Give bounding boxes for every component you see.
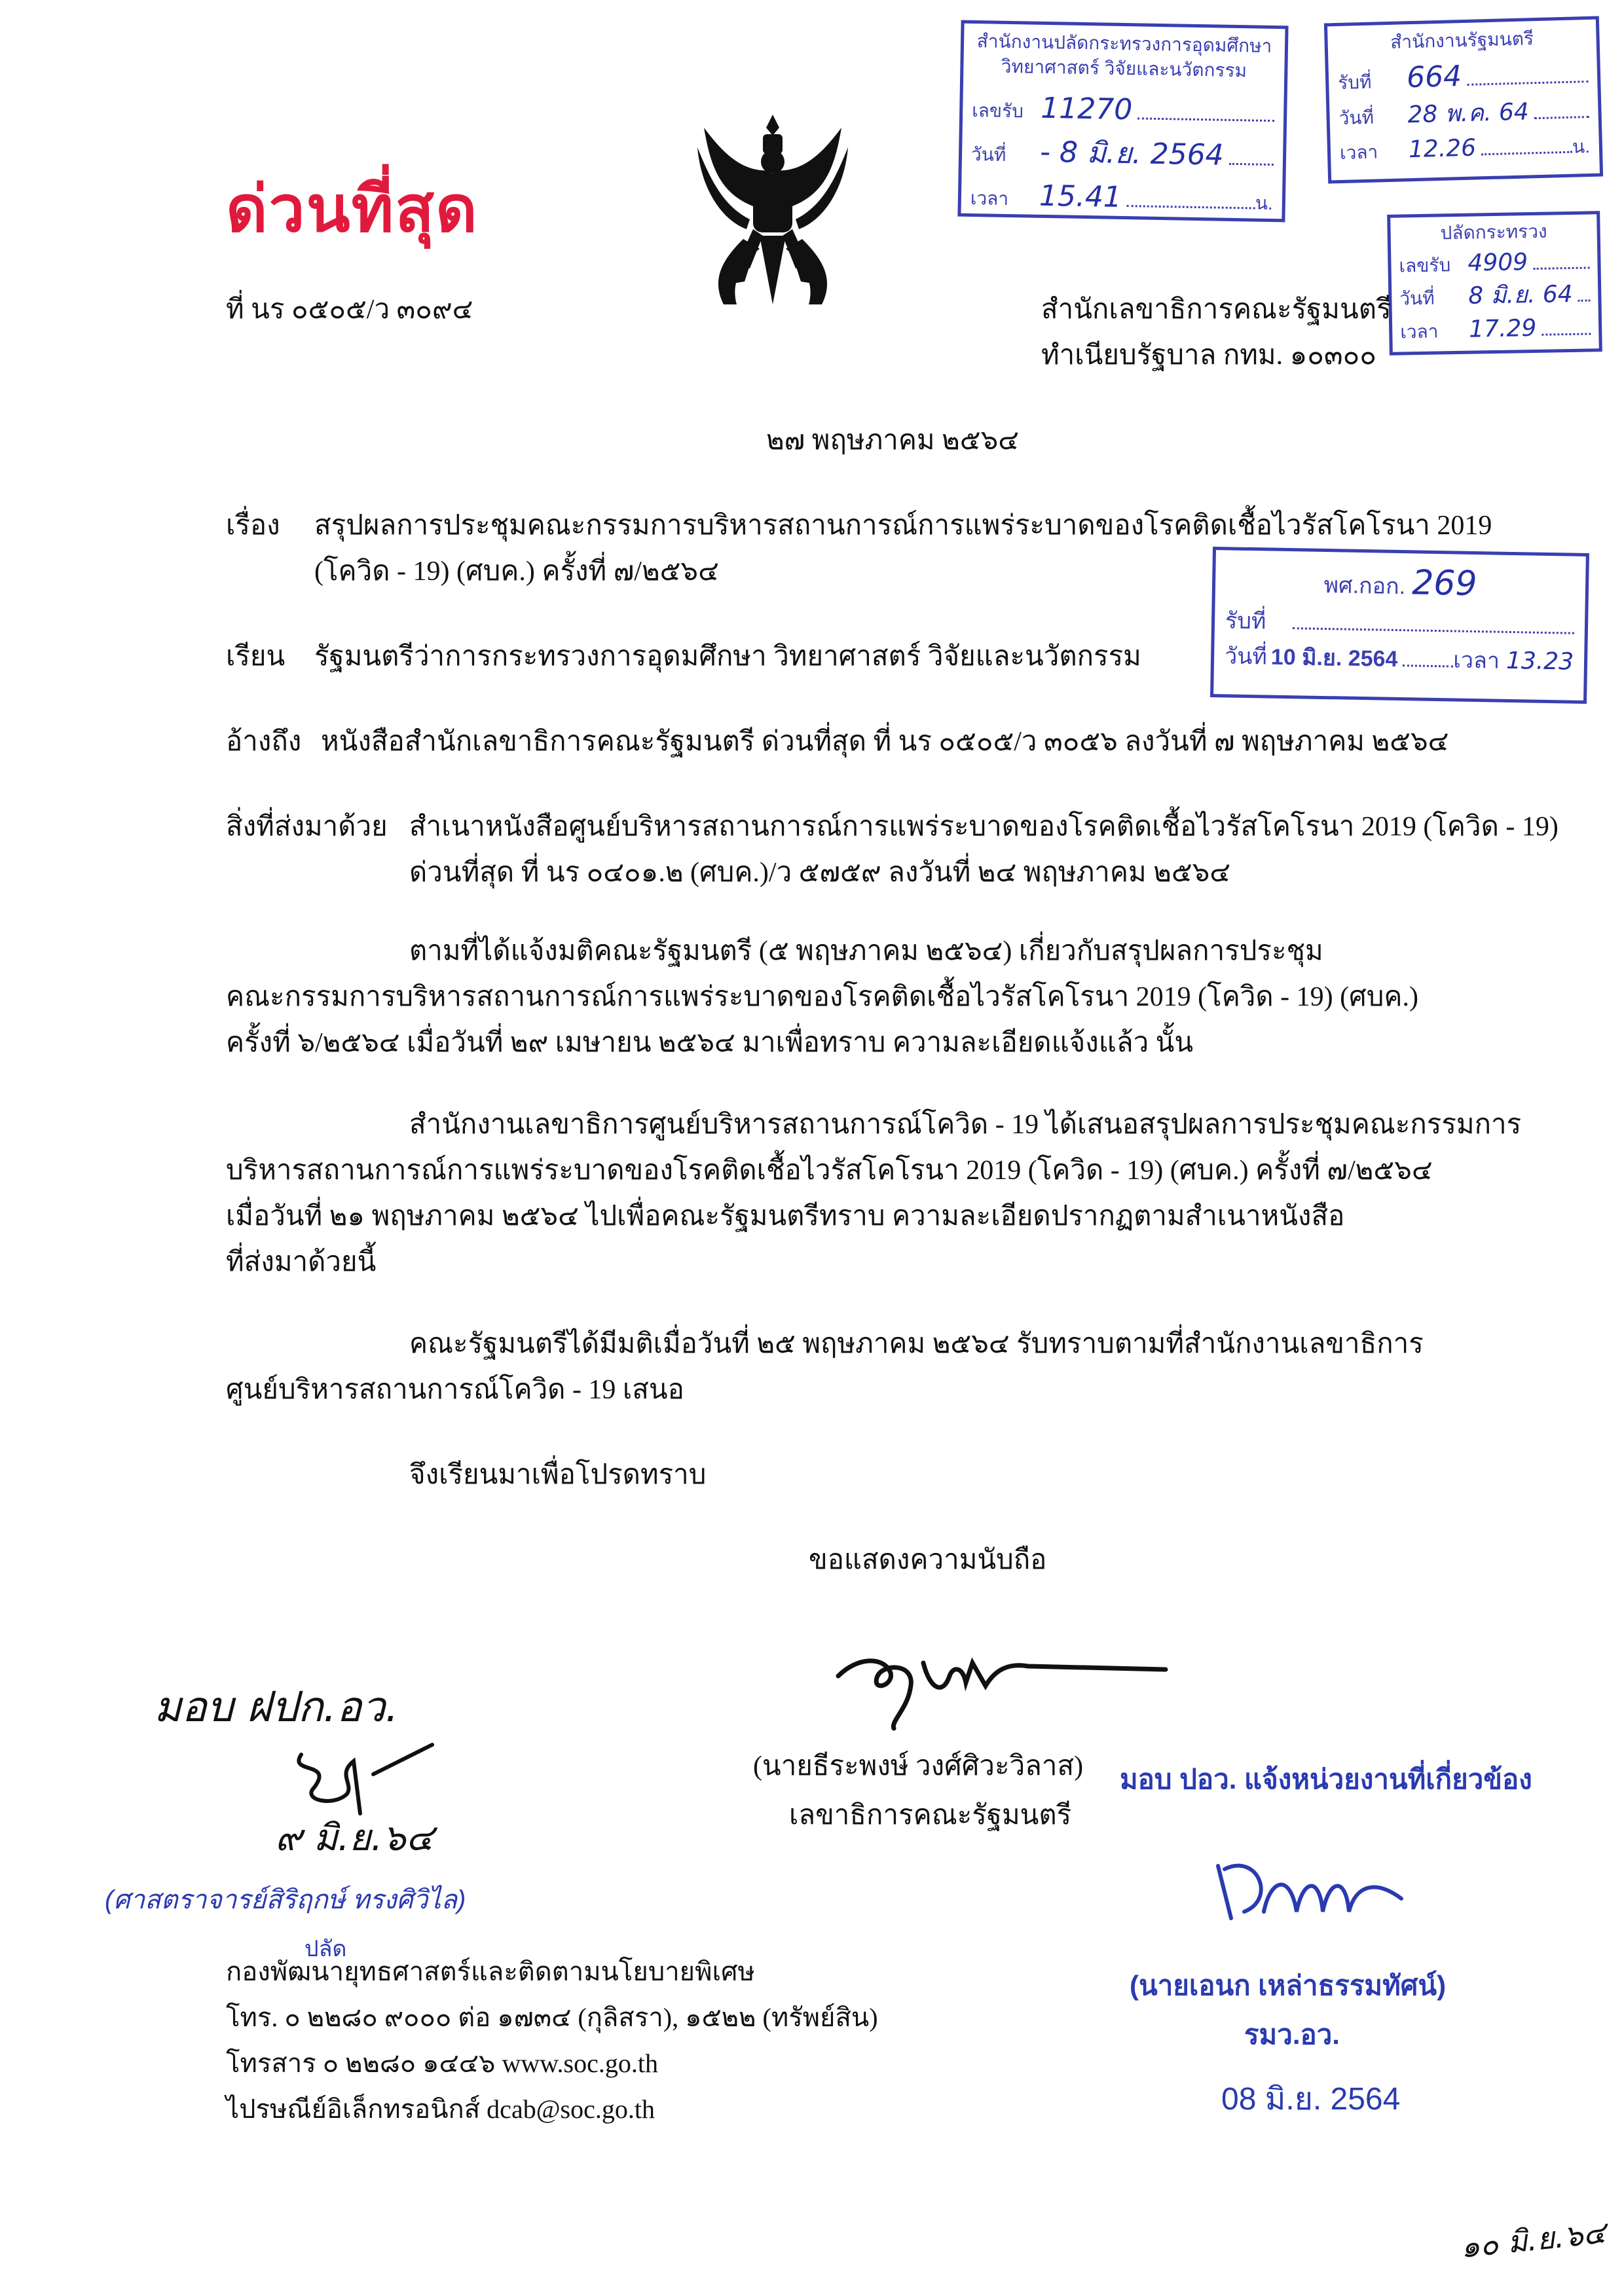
subject-line1: สรุปผลการประชุมคณะกรรมการบริหารสถานการณ์การแพร่ระบาดของโรคติดเชื้อไวรัสโคโรนา 2019 [314, 511, 1492, 541]
footer-phone: โทร. ๐ ๒๒๘๐ ๙๐๐๐ ต่อ ๑๗๓๔ (กุลิสรา), ๑๕๒๒ (ทรัพย์สิน) [226, 2003, 878, 2032]
stamp-minister-date-label: วันที่ [1338, 107, 1375, 129]
stamp-ministry-suffix: น. [1255, 192, 1274, 214]
stamp-receiving-no-label: รับที่ [1225, 608, 1266, 634]
stamp-receiving-date-label: วันที่ [1224, 644, 1268, 670]
stamp-ministry-time-label: เวลา [970, 188, 1009, 210]
para3-line1: คณะรัฐมนตรีได้มีมติเมื่อวันที่ ๒๕ พฤษภาคม ๒๕๖๔ รับทราบตามที่สำนักงานเลขาธิการ [409, 1329, 1424, 1359]
right-minister-title: รมว.อว. [1244, 2019, 1340, 2050]
stamp-ps-no: 4909 [1467, 248, 1528, 277]
stamp-minister-suffix: น. [1572, 136, 1591, 157]
stamp-ministry-no-label: เลขรับ [971, 100, 1024, 121]
encl-line2: ด่วนที่สุด ที่ นร ๐๔๐๑.๒ (ศบค.)/ว ๕๗๕๙ ลงวันที่ ๒๔ พฤษภาคม ๒๕๖๔ [409, 858, 1231, 888]
para1-line2: คณะกรรมการบริหารสถานการณ์การแพร่ระบาดของโรคติดเชื้อไวรัสโคโรนา 2019 (โควิด - 19) (ศบค.) [226, 982, 1419, 1012]
stamp-receiving-time: 13.23 [1505, 647, 1574, 676]
stamp-ps-no-label: เลขรับ [1399, 254, 1451, 276]
right-date-stamp: 08 มิ.ย. 2564 [1221, 2082, 1401, 2117]
right-minister-signature [1205, 1840, 1441, 1938]
subject-line2: (โควิด - 19) (ศบค.) ครั้งที่ ๗/๒๕๖๔ [314, 556, 719, 587]
stamp-ministry-no: 11270 [1040, 91, 1133, 126]
garuda-emblem-icon [684, 108, 861, 311]
encl-label: สิ่งที่ส่งมาด้วย [226, 812, 388, 842]
stamp-minister-office [1324, 16, 1603, 184]
left-handwritten-note: มอบ ฝปก.อว. [154, 1683, 399, 1732]
footer-email: ไปรษณีย์อิเล็กทรอนิกส์ dcab@soc.go.th [226, 2094, 655, 2124]
left-official-name: (ศาสตราจารย์สิริฤกษ์ ทรงศิวิไล) [105, 1886, 466, 1914]
signature-image [832, 1637, 1172, 1735]
stamp-minister-date: 28 พ.ค. 64 [1407, 98, 1530, 129]
para2-line4: ที่ส่งมาด้วยนี้ [226, 1247, 377, 1277]
ref-number: ที่ นร ๐๕๐๕/ว ๓๐๙๔ [226, 295, 473, 325]
stamp-ministry-time: 15.41 [1039, 179, 1122, 215]
stamp-minister-no-label: รับที่ [1337, 71, 1372, 93]
to-text: รัฐมนตรีว่าการกระทรวงการอุดมศึกษา วิทยาศาสตร์ วิจัยและนวัตกรรม [314, 642, 1141, 672]
stamp-ps-time-label: เวลา [1400, 321, 1439, 342]
para2-line3: เมื่อวันที่ ๒๑ พฤษภาคม ๒๕๖๔ ไปเพื่อคณะรัฐมนตรีทราบ ความละเอียดปรากฏตามสำเนาหนังสือ [226, 1201, 1345, 1231]
stamp-ministry-office [957, 20, 1288, 223]
stamp-minister-no: 664 [1406, 59, 1462, 95]
ref-label: อ้างถึง [226, 727, 302, 757]
closing: ขอแสดงความนับถือ [809, 1545, 1047, 1575]
right-minister-name: (นายเอนก เหล่าธรรมทัศน์) [1130, 1970, 1447, 2001]
closing-request: จึงเรียนมาเพื่อโปรดทราบ [409, 1460, 707, 1490]
left-handwritten-date: ๙ มิ.ย.๖๔ [275, 1817, 434, 1859]
subject-label: เรื่อง [226, 511, 280, 541]
ref-text: หนังสือสำนักเลขาธิการคณะรัฐมนตรี ด่วนที่สุด ที่ นร ๐๕๐๕/ว ๓๐๕๖ ลงวันที่ ๗ พฤษภาคม ๒๕๖๔ [321, 727, 1449, 757]
to-label: เรียน [226, 642, 286, 672]
stamp-ps-title: ปลัดกระทรวง [1440, 221, 1547, 244]
stamp-receiving [1210, 547, 1589, 704]
para1-line1: ตามที่ได้แจ้งมติคณะรัฐมนตรี (๕ พฤษภาคม ๒๕๖๔) เกี่ยวกับสรุปผลการประชุม [409, 936, 1323, 966]
sender-address: ทำเนียบรัฐบาล กทม. ๑๐๓๐๐ [1041, 340, 1376, 371]
stamp-receiving-time-label: เวลา [1453, 647, 1500, 674]
stamp-receiving-no: 269 [1411, 563, 1478, 604]
stamp-receiving-title: พศ.กอก. [1323, 572, 1406, 600]
para2-line2: บริหารสถานการณ์การแพร่ระบาดของโรคติดเชื้อไวรัสโคโรนา 2019 (โควิด - 19) (ศบค.) ครั้งที่ ๗/๒๕๖๔ [226, 1156, 1433, 1186]
signatory-name: (นายธีระพงษ์ วงศ์ศิวะวิลาส) [753, 1751, 1084, 1781]
stamp-ministry-date: - 8 มิ.ย. 2564 [1039, 135, 1225, 172]
stamp-ps-date: 8 มิ.ย. 64 [1467, 281, 1573, 310]
footer-division: กองพัฒนายุทธศาสตร์และติดตามนโยบายพิเศษ [226, 1957, 755, 1986]
stamp-receiving-date: 10 มิ.ย. 2564 [1270, 644, 1398, 672]
stamp-minister-time-label: เวลา [1339, 141, 1378, 163]
stamp-ministry-line1: สำนักงานปลัดกระทรวงการอุดมศึกษา [976, 31, 1272, 56]
left-official-title: ปลัด [304, 1937, 347, 1961]
stamp-ministry-line2: วิทยาศาสตร์ วิจัยและนวัตกรรม [1001, 56, 1247, 81]
right-assignment-note: มอบ ปอว. แจ้งหน่วยงานที่เกี่ยวข้อง [1120, 1764, 1532, 1795]
sender-org: สำนักเลขาธิการคณะรัฐมนตรี [1041, 295, 1392, 325]
stamp-minister-title: สำนักงานรัฐมนตรี [1390, 28, 1534, 52]
para2-line1: สำนักงานเลขาธิการศูนย์บริหารสถานการณ์โควิด - 19 ได้เสนอสรุปผลการประชุมคณะกรรมการ [409, 1110, 1522, 1140]
signatory-position: เลขาธิการคณะรัฐมนตรี [789, 1800, 1072, 1831]
footer-fax: โทรสาร ๐ ๒๒๘๐ ๑๔๔๖ www.soc.go.th [226, 2049, 658, 2078]
stamp-permanent-secretary [1387, 211, 1602, 355]
letter-date: ๒๗ พฤษภาคม ๒๕๖๔ [766, 426, 1020, 456]
stamp-minister-time: 12.26 [1408, 134, 1477, 164]
para1-line3: ครั้งที่ ๖/๒๕๖๔ เมื่อวันที่ ๒๙ เมษายน ๒๕๖๔ มาเพื่อทราบ ความละเอียดแจ้งแล้ว นั้น [226, 1028, 1194, 1058]
para3-line2: ศูนย์บริหารสถานการณ์โควิด - 19 เสนอ [226, 1375, 684, 1405]
stamp-ministry-date-label: วันที่ [970, 143, 1006, 165]
stamp-ps-time: 17.29 [1468, 314, 1537, 343]
corner-handwritten-note: ๑๐ มิ.ย.๖๔ [1458, 2214, 1608, 2265]
stamp-ps-date-label: วันที่ [1399, 287, 1435, 309]
encl-line1: สำเนาหนังสือศูนย์บริหารสถานการณ์การแพร่ระบาดของโรคติดเชื้อไวรัสโคโรนา 2019 (โควิด - 19) [409, 812, 1559, 842]
urgency-label: ด่วนที่สุด [226, 175, 479, 246]
